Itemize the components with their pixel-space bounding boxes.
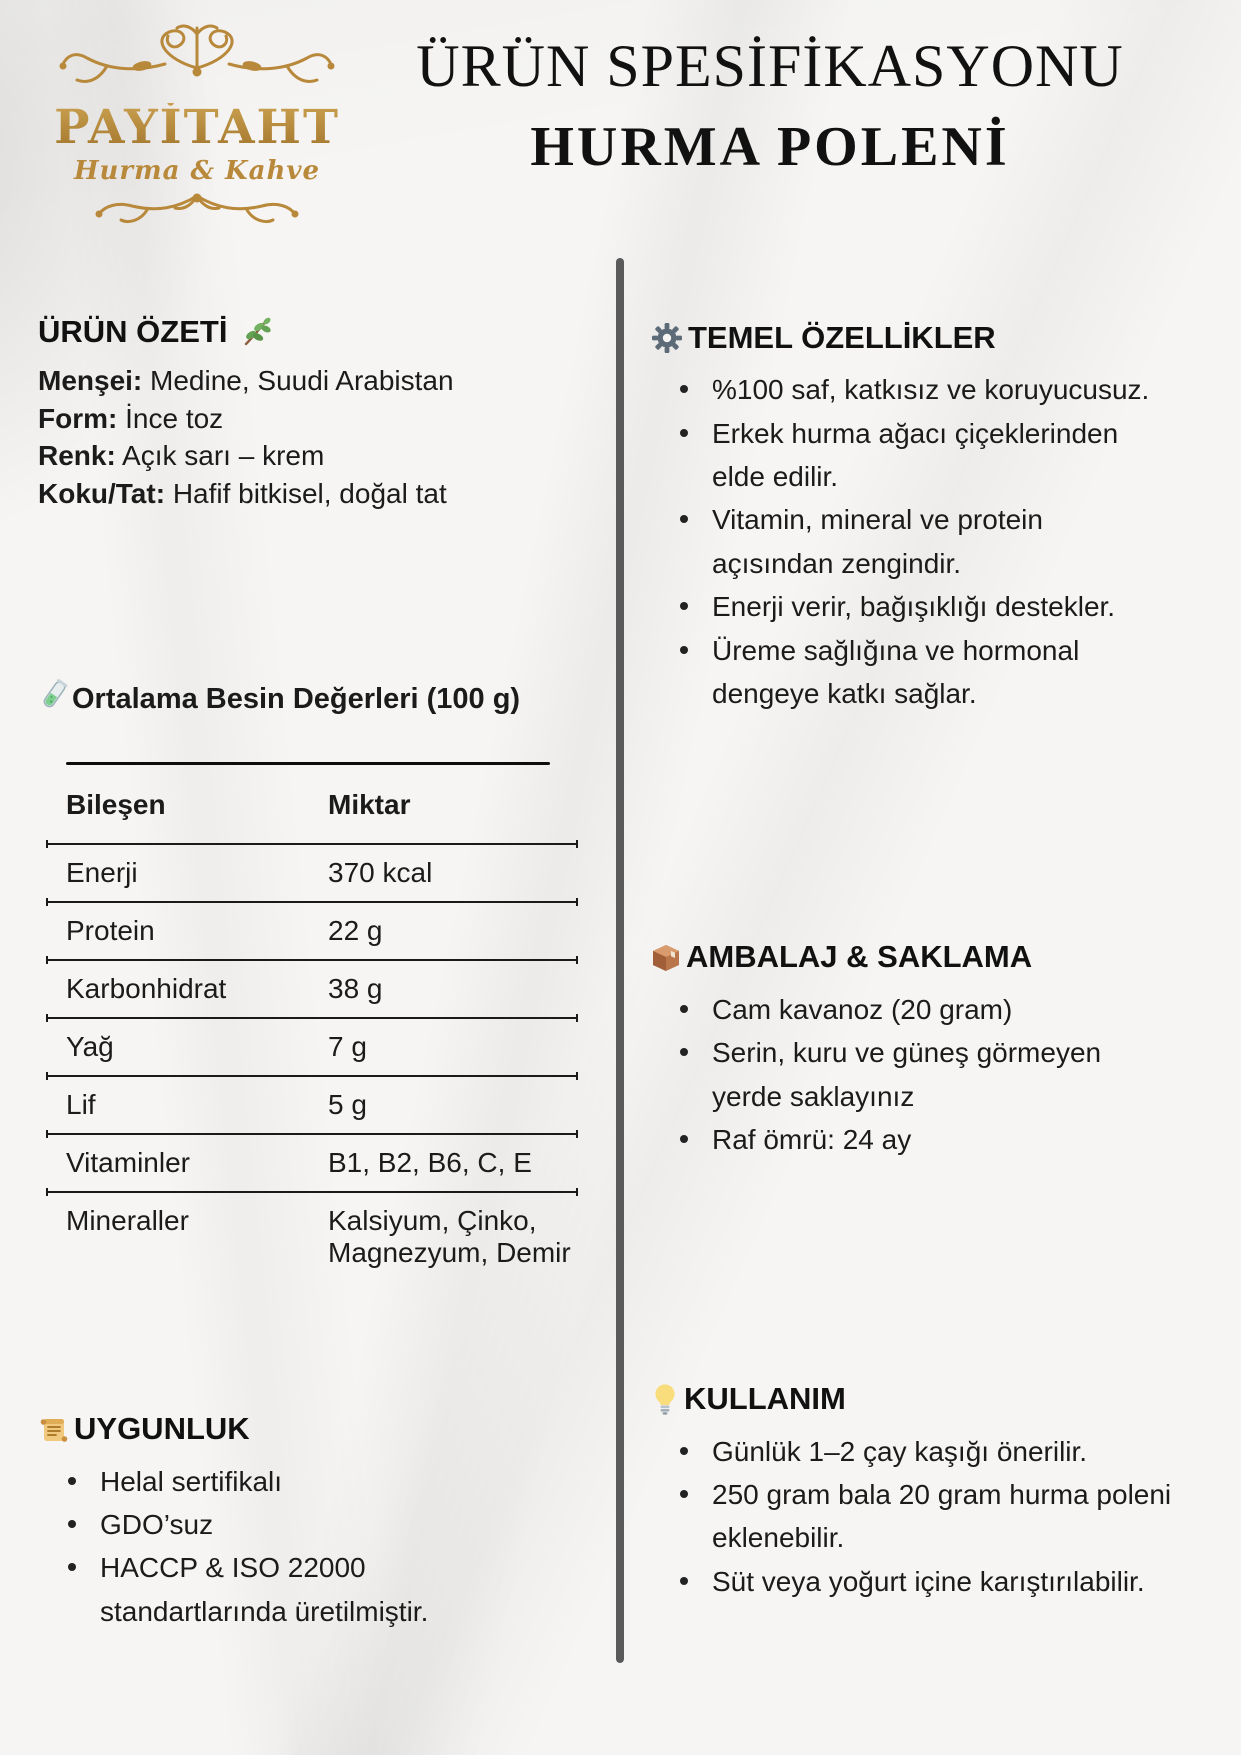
list-item: Süt veya yoğurt içine karıştırılabilir. bbox=[680, 1560, 1210, 1603]
field-form bbox=[38, 400, 586, 438]
table-separator bbox=[46, 959, 578, 961]
row-label: Lif bbox=[66, 1089, 96, 1121]
field-color-value: Açık sarı – krem bbox=[122, 440, 325, 472]
bullet-icon bbox=[680, 1490, 688, 1498]
row-label: Enerji bbox=[66, 857, 138, 889]
left-column bbox=[38, 312, 586, 1633]
list-item: Helal sertifikalı bbox=[68, 1460, 586, 1503]
bullet-icon bbox=[680, 1577, 688, 1585]
summary-heading bbox=[38, 312, 586, 352]
row-label: Mineraller bbox=[66, 1205, 189, 1237]
herb-icon bbox=[239, 315, 273, 349]
test-tube-icon bbox=[38, 678, 70, 720]
list-item: Serin, kuru ve güneş görmeyen yerde saklayınız bbox=[680, 1031, 1210, 1118]
gear-icon bbox=[650, 321, 684, 355]
table-separator bbox=[46, 1133, 578, 1135]
features-section bbox=[650, 318, 1210, 715]
table-row bbox=[38, 1135, 586, 1191]
product-title: HURMA POLENİ bbox=[530, 116, 1010, 178]
field-origin-value: Medine, Suudi Arabistan bbox=[150, 365, 454, 397]
table-row bbox=[38, 961, 586, 1017]
list-item: Günlük 1–2 çay kaşığı önerilir. bbox=[680, 1430, 1210, 1473]
bullet-icon bbox=[68, 1477, 76, 1485]
table-row bbox=[38, 1193, 586, 1281]
brand-subtitle: Hurma & Kahve bbox=[73, 156, 321, 187]
bullet-icon bbox=[680, 429, 688, 437]
lightbulb-icon bbox=[650, 1382, 680, 1416]
field-color-label: Renk: bbox=[38, 440, 116, 472]
usage-section bbox=[650, 1379, 1210, 1603]
right-column bbox=[650, 312, 1210, 1603]
features-heading-label: TEMEL ÖZELLİKLER bbox=[688, 320, 996, 355]
table-separator bbox=[46, 843, 578, 845]
row-value: 5 g bbox=[328, 1089, 367, 1121]
row-label: Karbonhidrat bbox=[66, 973, 227, 1005]
bullet-icon bbox=[680, 385, 688, 393]
product-summary-section bbox=[38, 312, 586, 512]
bullet-icon bbox=[680, 1135, 688, 1143]
bullet-icon bbox=[680, 646, 688, 654]
bullet-icon bbox=[68, 1563, 76, 1571]
field-origin-label: Menşei: bbox=[38, 365, 143, 397]
row-value: 7 g bbox=[328, 1031, 367, 1063]
nutrition-section bbox=[38, 678, 586, 1281]
field-color bbox=[38, 437, 586, 475]
summary-heading-label: ÜRÜN ÖZETİ bbox=[38, 314, 228, 349]
field-form-value: İnce toz bbox=[125, 402, 224, 434]
usage-list bbox=[650, 1430, 1210, 1604]
table-row bbox=[38, 1077, 586, 1133]
bullet-icon bbox=[680, 1005, 688, 1013]
list-item: Enerji verir, bağışıklığı destekler. bbox=[680, 585, 1210, 628]
bullet-icon bbox=[68, 1520, 76, 1528]
compliance-heading-label: UYGUNLUK bbox=[74, 1411, 250, 1447]
scroll-icon bbox=[38, 1414, 70, 1446]
field-taste-value: Hafif bitkisel, doğal tat bbox=[172, 477, 447, 509]
page-titles bbox=[320, 0, 1220, 179]
nutrition-heading bbox=[38, 678, 586, 720]
row-value: 38 g bbox=[328, 973, 383, 1005]
page-title: ÜRÜN SPESİFİKASYONU bbox=[416, 33, 1124, 99]
compliance-heading bbox=[38, 1409, 586, 1449]
compliance-list bbox=[38, 1460, 586, 1634]
packaging-list bbox=[650, 988, 1210, 1162]
column-header-component: Bileşen bbox=[66, 789, 166, 821]
bullet-icon bbox=[680, 515, 688, 523]
bullet-icon bbox=[680, 1048, 688, 1056]
nutrition-heading-label: Ortalama Besin Değerleri (100 g) bbox=[72, 682, 521, 715]
packaging-section bbox=[650, 937, 1210, 1161]
packaging-heading-label: AMBALAJ & SAKLAMA bbox=[686, 939, 1033, 975]
field-origin bbox=[38, 362, 586, 400]
field-taste bbox=[38, 475, 586, 513]
features-list bbox=[650, 368, 1210, 715]
row-label: Vitaminler bbox=[66, 1147, 190, 1179]
row-label: Protein bbox=[66, 915, 155, 947]
column-divider bbox=[616, 258, 624, 1663]
row-value: B1, B2, B6, C, E bbox=[328, 1147, 532, 1179]
logo-ornament-bottom-icon bbox=[77, 217, 317, 234]
bullet-icon bbox=[680, 602, 688, 610]
table-separator bbox=[46, 901, 578, 903]
packaging-heading bbox=[650, 937, 1210, 977]
usage-heading bbox=[650, 1379, 1210, 1419]
row-value: 370 kcal bbox=[328, 857, 433, 889]
field-taste-label: Koku/Tat: bbox=[38, 477, 166, 509]
list-item: 250 gram bala 20 gram hurma poleni eklenebilir. bbox=[680, 1473, 1210, 1560]
table-separator bbox=[46, 1075, 578, 1077]
compliance-section bbox=[38, 1409, 586, 1633]
list-item: Vitamin, mineral ve protein açısından zengindir. bbox=[680, 498, 1210, 585]
row-label: Yağ bbox=[66, 1031, 114, 1063]
features-heading bbox=[650, 318, 1210, 358]
list-item: Üreme sağlığına ve hormonal dengeye katkı sağlar. bbox=[680, 629, 1210, 716]
table-row bbox=[38, 903, 586, 959]
list-item: Raf ömrü: 24 ay bbox=[680, 1118, 1210, 1161]
brand-logo bbox=[42, 20, 352, 235]
list-item: HACCP & ISO 22000 standartlarında üretilmiştir. bbox=[68, 1546, 586, 1633]
table-separator bbox=[46, 1017, 578, 1019]
table-separator bbox=[46, 1191, 578, 1193]
table-header-row bbox=[38, 765, 586, 843]
table-row bbox=[38, 1019, 586, 1075]
table-row bbox=[38, 845, 586, 901]
list-item: Erkek hurma ağacı çiçeklerinden elde edilir. bbox=[680, 412, 1210, 499]
bullet-icon bbox=[680, 1447, 688, 1455]
row-value: Kalsiyum, Çinko, Magnezyum, Demir bbox=[328, 1205, 571, 1269]
brand-name: PAYİTAHT bbox=[42, 103, 352, 152]
field-form-label: Form: bbox=[38, 402, 118, 434]
usage-heading-label: KULLANIM bbox=[684, 1381, 846, 1417]
list-item: Cam kavanoz (20 gram) bbox=[680, 988, 1210, 1031]
list-item: %100 saf, katkısız ve koruyucusuz. bbox=[680, 368, 1210, 411]
row-value: 22 g bbox=[328, 915, 383, 947]
column-header-amount: Miktar bbox=[328, 789, 411, 821]
list-item: GDO’suz bbox=[68, 1503, 586, 1546]
package-icon bbox=[650, 942, 682, 974]
